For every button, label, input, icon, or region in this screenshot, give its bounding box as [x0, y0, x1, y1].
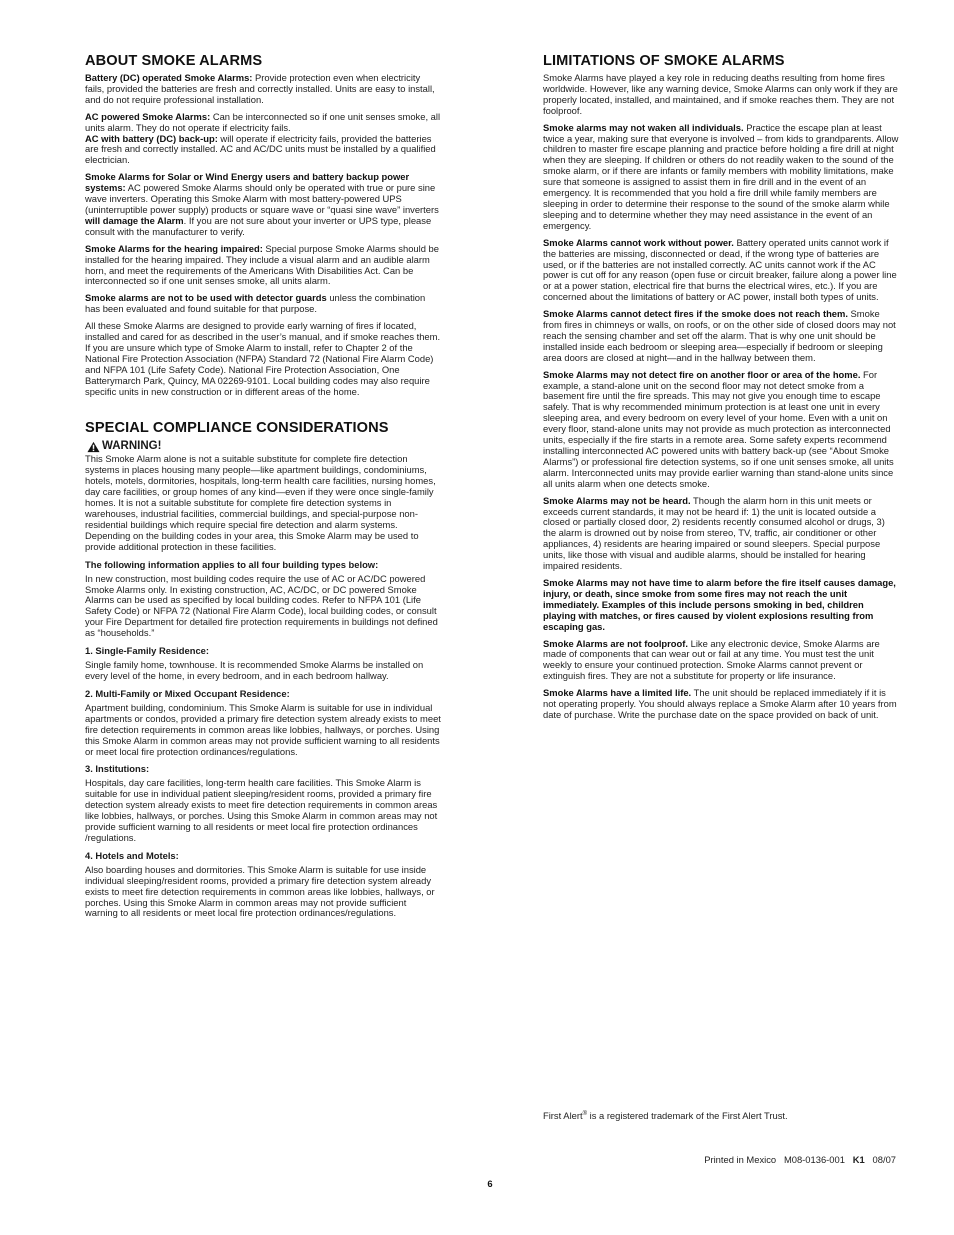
special-heading: SPECIAL COMPLIANCE CONSIDERATIONS — [85, 420, 389, 437]
about-guards-paragraph: Smoke alarms are not to be used with detector guards unless the combination has been evaluated and found suitable for that purpose. — [85, 292, 426, 315]
multi-family-paragraph: Apartment building, condominium. This Smoke Alarm is suitable for use in individual apartments or condos, provided a primary fire detection system already exists to meet fire detection requirements in common areas like lobbies, hallways, or porches. Using this Smoke Alarm in common areas may not provide sufficient warning to all residents or meet local fire protection ordinances/regulations. — [85, 701, 441, 757]
limitation-smoke-reach-paragraph: Smoke Alarms cannot detect fires if the smoke does not reach them. Smoke from fires in chimneys or walls, on roofs, or on the other side of closed doors may not reach the sensing chamber and set off the alarm. That is why one unit should be installed inside each bedroom or sleeping area—especially if bedroom or sleeping area doors are closed at night—and in the hallway between them. — [543, 308, 896, 363]
limitation-time-paragraph: Smoke Alarms may not have time to alarm before the fire itself causes damage, injury, or death, since smoke from some fires may not reach the unit immediately. Examples of this include persons smoking in bed, children playing with matches, or fires caused by violent explosions resulting from escaping gas. — [543, 576, 896, 632]
about-solar-paragraph: Smoke Alarms for Solar or Wind Energy users and battery backup power systems: AC powered Smoke Alarms should only be operated with true or pure sine wave inverters. Operating this Smoke Alarm with most battery-powered UPS (uninterruptible power supply) products or square wave or “quasi sine wave” inverters will damage the Alarm. If you are not sure about your inverter or UPS type, please consult with the manufacturer to verify. — [85, 171, 439, 237]
page-number: 6 — [487, 1178, 493, 1189]
limitation-power-paragraph: Smoke Alarms cannot work without power. Battery operated units cannot work if the batteries are missing, disconnected or dead, if the wrong type of batteries are used, or if the batteries are not installed correctly. AC units cannot work if the AC power is cut off for any reason (open fuse or circuit breaker, failure along a power line or at a power station, electrical fire that burns the electrical wires, etc.). If you are concerned about the limitations of battery or AC power, install both types of units. — [543, 236, 897, 303]
about-ac-paragraph: AC powered Smoke Alarms: Can be interconnected so if one unit senses smoke, all units alarm. They do not operate if electricity fails. AC with battery (DC) back-up: will operate if electricity fails, provided the batteries are fresh and correctly installed. AC and AC/DC units must be installed by a qualified electrician. — [85, 110, 441, 166]
institutions-subhead: 3. Institutions: — [85, 763, 150, 775]
institutions-paragraph: Hospitals, day care facilities, long-term health care facilities. This Smoke Alarm is suitable for use in individual patient sleeping/resident rooms, provided a primary fire detection system already exists to meet fire detection requirements in common areas like lobbies, hallways, or porches. Using this Smoke Alarm in common areas may not provide sufficient warning to all residents or meet local fire protection ordinances /regulations. — [85, 777, 438, 843]
about-heading: ABOUT SMOKE ALARMS — [85, 53, 263, 69]
single-family-paragraph: Single family home, townhouse. It is recommended Smoke Alarms be installed on every level of the home, in every bedroom, and in each bedroom hallway. — [85, 659, 424, 681]
about-hearing-paragraph: Smoke Alarms for the hearing impaired: Special purpose Smoke Alarms should be installed for the hearing impaired. They include a visual alarm and an audible alarm horn, and meet the requirements of the Americans With Disabilities Act. Can be interconnected so if one unit senses smoke, all units alarm. — [85, 242, 439, 287]
limitation-floor-paragraph: Smoke Alarms may not detect fire on another floor or area of the home. For example, a stand-alone unit on the second floor may not detect smoke from a basement fire until the fire spreads. This may not give you enough time to escape safely. That is why recommended minimum protection is at least one unit in every sleeping area, and every bedroom on every level of your home. Even with a unit on every floor, stand-alone units may not provide as much protection as interconnected units, especially if the fire starts in a remote area. Some safety experts recommend installing interconnected AC powered units with battery back-up (see “About Smoke Alarms”) or professional fire detection systems, so if one unit senses smoke, all units alarm. Interconnected units may provide earlier warning than stand-alone units since all units alarm when one detects smoke. — [543, 368, 894, 489]
warning-label: WARNING! — [87, 440, 441, 453]
limitation-life-paragraph: Smoke Alarms have a limited life. The unit should be replaced immediately if it is not operating properly. You should always replace a Smoke Alarm after 10 years from date of purchase. Write the purchase date on the space provided on back of unit. — [543, 687, 897, 720]
limitation-foolproof-paragraph: Smoke Alarms are not foolproof. Like any electronic device, Smoke Alarms are made of components that can wear out or fail at any time. You must test the unit weekly to ensure your continued protection. Smoke Alarms cannot prevent or extinguish fires. They are not a substitute for property or life insurance. — [543, 637, 880, 682]
hotels-subhead: 4. Hotels and Motels: — [85, 849, 179, 861]
limitations-intro-paragraph: Smoke Alarms have played a key role in reducing deaths resulting from home fires worldwide. However, like any warning device, Smoke Alarms can only work if they are properly located, installed, and maintained, and if smoke reaches them. They are not foolproof. — [543, 72, 898, 116]
single-family-subhead: 1. Single-Family Residence: — [85, 645, 209, 657]
about-battery-paragraph: Battery (DC) operated Smoke Alarms: Provide protection even when electricity fails, provided the batteries are fresh and correctly installed. Units are easy to install, and do not require professional installation. — [85, 72, 435, 105]
special-codes-paragraph: In new construction, most building codes require the use of AC or AC/DC powered Smoke Alarms only. In existing construction, AC, AC/DC, or DC powered Smoke Alarms can be used as specified by local building codes. Refer to NFPA 101 (Life Safety Code) or NFPA 72 (National Fire Alarm Code), local building codes, or consult your Fire Department for detailed fire protection requirements in buildings not defined as “households.” — [85, 572, 438, 639]
limitation-waken-paragraph: Smoke alarms may not waken all individuals. Practice the escape plan at least twice a year, making sure that everyone is involved – from kids to grandparents. Allow children to master fire escape planning and practice before holding a fire drill at night when they are sleeping. If children or others do not readily waken to the sound of the smoke alarm, or if there are infants or family members with mobility limitations, make sure that someone is assigned to assist them in fire drill and in the event of an emergency. It is recommended that you hold a fire drill while family members are sleeping in order to determine their response to the sound of the smoke alarm while sleeping and to determine whether they may need assistance in the event of an emergency. — [543, 121, 899, 231]
hotels-paragraph: Also boarding houses and dormitories. This Smoke Alarm is suitable for use inside individual sleeping/resident rooms, provided a primary fire detection system already exists to meet fire detection requirements in common areas like lobbies, hallways, or porches. Using this Smoke Alarm in common areas may not provide sufficient warning to all residents or meet local fire protection ordinances/regulations. — [85, 863, 435, 919]
special-intro-paragraph: This Smoke Alarm alone is not a suitable substitute for complete fire detection systems in places housing many people—like apartment buildings, condominiums, hotels, motels, dormitories, hospitals, long-term health care facilities, nursing homes, day care facilities, or group homes of any kind—even if they were once single-family homes. It is not a suitable substitute for complete fire detection systems in warehouses, industrial facilities, commercial buildings, and special-purpose non-residential buildings which require special fire detection and alarm systems. Depending on the building codes in your area, this Smoke Alarm may be used to provide additional protection in these facilities. — [85, 453, 436, 552]
left-column — [85, 52, 441, 925]
about-summary-paragraph: All these Smoke Alarms are designed to provide early warning of fires if located, installed and cared for as described in the user’s manual, and if smoke reaches them. If you are unsure which type of Smoke Alarm to install, refer to Chapter 2 of the National Fire Protection Association (NFPA) Standard 72 (National Fire Alarm Code) and NFPA 101 (Life Safety Code). National Fire Protection Association, One Batterymarch Park, Quincy, MA 02269-9101. Local building codes may also require specific units in new construction or in different areas of the home. — [85, 320, 441, 397]
print-info: Printed in Mexico M08-0136-001 K1 08/07 — [704, 1154, 896, 1165]
limitation-heard-paragraph: Smoke Alarms may not be heard. Though the alarm horn in this unit meets or exceeds current standards, it may not be heard if: 1) the unit is located outside a closed or partially closed door, 2) residents recently consumed alcohol or drugs, 3) the alarm is drowned out by noise from stereo, TV, traffic, air conditioner or other appliances, 4) residents are hearing impaired or sound sleepers. Special purpose units, like those with visual and audible alarms, should be installed for hearing impaired residents. — [543, 494, 885, 572]
trademark-notice: First Alert® is a registered trademark of the First Alert Trust. — [543, 1110, 788, 1121]
right-column — [543, 52, 899, 727]
limitations-heading: LIMITATIONS OF SMOKE ALARMS — [543, 53, 785, 69]
applies-subhead: The following information applies to all four building types below: — [85, 558, 379, 570]
multi-family-subhead: 2. Multi-Family or Mixed Occupant Residence: — [85, 687, 290, 699]
warning-triangle-icon — [87, 441, 100, 453]
